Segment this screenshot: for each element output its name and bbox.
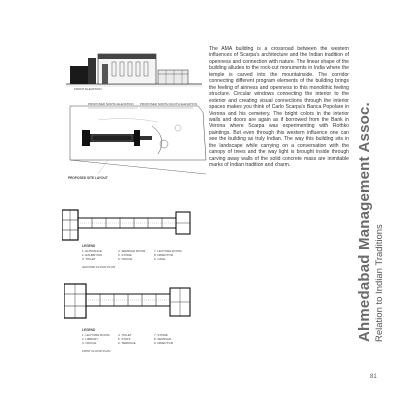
- legend-item: 6. TERRACE: [118, 341, 136, 345]
- page-number: 81: [370, 374, 377, 380]
- legend-item: 3. OFFICE: [82, 341, 97, 345]
- legend-item: 7. STORE: [154, 333, 168, 337]
- ground-plan-caption: GROUND FLOOR PLAN: [82, 265, 116, 269]
- legend-item: 5. STAFF: [118, 337, 131, 341]
- legend-item: 4. SEMINAR ROOM: [118, 249, 146, 253]
- first-floor-plan: [64, 278, 194, 320]
- legend-item: 1. LECTURE ROOM: [82, 333, 110, 337]
- legend-list-1: [82, 249, 192, 263]
- section-drawings: [68, 100, 208, 176]
- legend-item: 9. CAFE: [154, 257, 166, 261]
- legend-item: 2. LIBRARY: [82, 337, 99, 341]
- legend-title-2: LEGEND: [82, 328, 96, 332]
- page-subtitle: Relation to Indian Traditions: [374, 224, 385, 342]
- legend-item: 8. SEMINAR: [154, 337, 172, 341]
- legend-item: 3. TOILET: [82, 257, 96, 261]
- legend-item: 4. TOILET: [118, 333, 132, 337]
- legend-item: 9. DIRECTOR: [154, 341, 173, 345]
- section-left-caption: PROPOSED NORTH ELEVATION: [88, 102, 134, 106]
- legend-item: 5. STORE: [118, 253, 132, 257]
- legend-item: 2. EXHIBITION: [82, 253, 103, 257]
- section-right-caption: PROPOSED NORTH SOUTH ELEVATION: [140, 102, 198, 106]
- legend-item: 8. DIRECTOR: [154, 253, 173, 257]
- first-plan-caption: FIRST FLOOR PLAN: [82, 349, 111, 353]
- legend-item: 7. LECTURE ROOM: [154, 249, 182, 253]
- legend-list-2: [82, 333, 192, 347]
- ground-floor-plan: [62, 206, 194, 242]
- site-layout-caption: PROPOSED SITE LAYOUT: [68, 176, 108, 180]
- elevation-caption: FRONT ELEVATION: [74, 87, 102, 91]
- legend-title-1: LEGEND: [82, 244, 96, 248]
- article-body: The AMA building is a crossroad between the western influences of Scarpa's architecture and the Indian tradition of openness and connection with nature. The linear shape of the building alludes to the rock-cut monuments in India where the temple is carved into the mountainside. The corridor connecting different program elements of the building brings the feeling of airiness and openness to this monolithic feeling structure. Circular windows connecting the interior to the exterior and creating visual connections through the interior spaces makes you think of Carlo Scarpa's Banca Popolare in Verona and his cemetery. The bright colors in the interior walls and doors are again as if borrowed from the Bank in Verona where Scarpa was experimenting with Rothko paintings. But even through this western influence one can see the building as truly Indian. The way this building sits in the landscape while carrying on a conversation with the canopy of trees and the way light is brought inside through carving away walls of the solid concrete mass are inimitable marks of Indian tradition and charm.: [209, 46, 349, 169]
- page-title: Ahmedabad Management Assoc.: [356, 102, 373, 342]
- legend-item: 1. ENTRANCE: [82, 249, 102, 253]
- legend-item: 6. OFFICE: [118, 257, 133, 261]
